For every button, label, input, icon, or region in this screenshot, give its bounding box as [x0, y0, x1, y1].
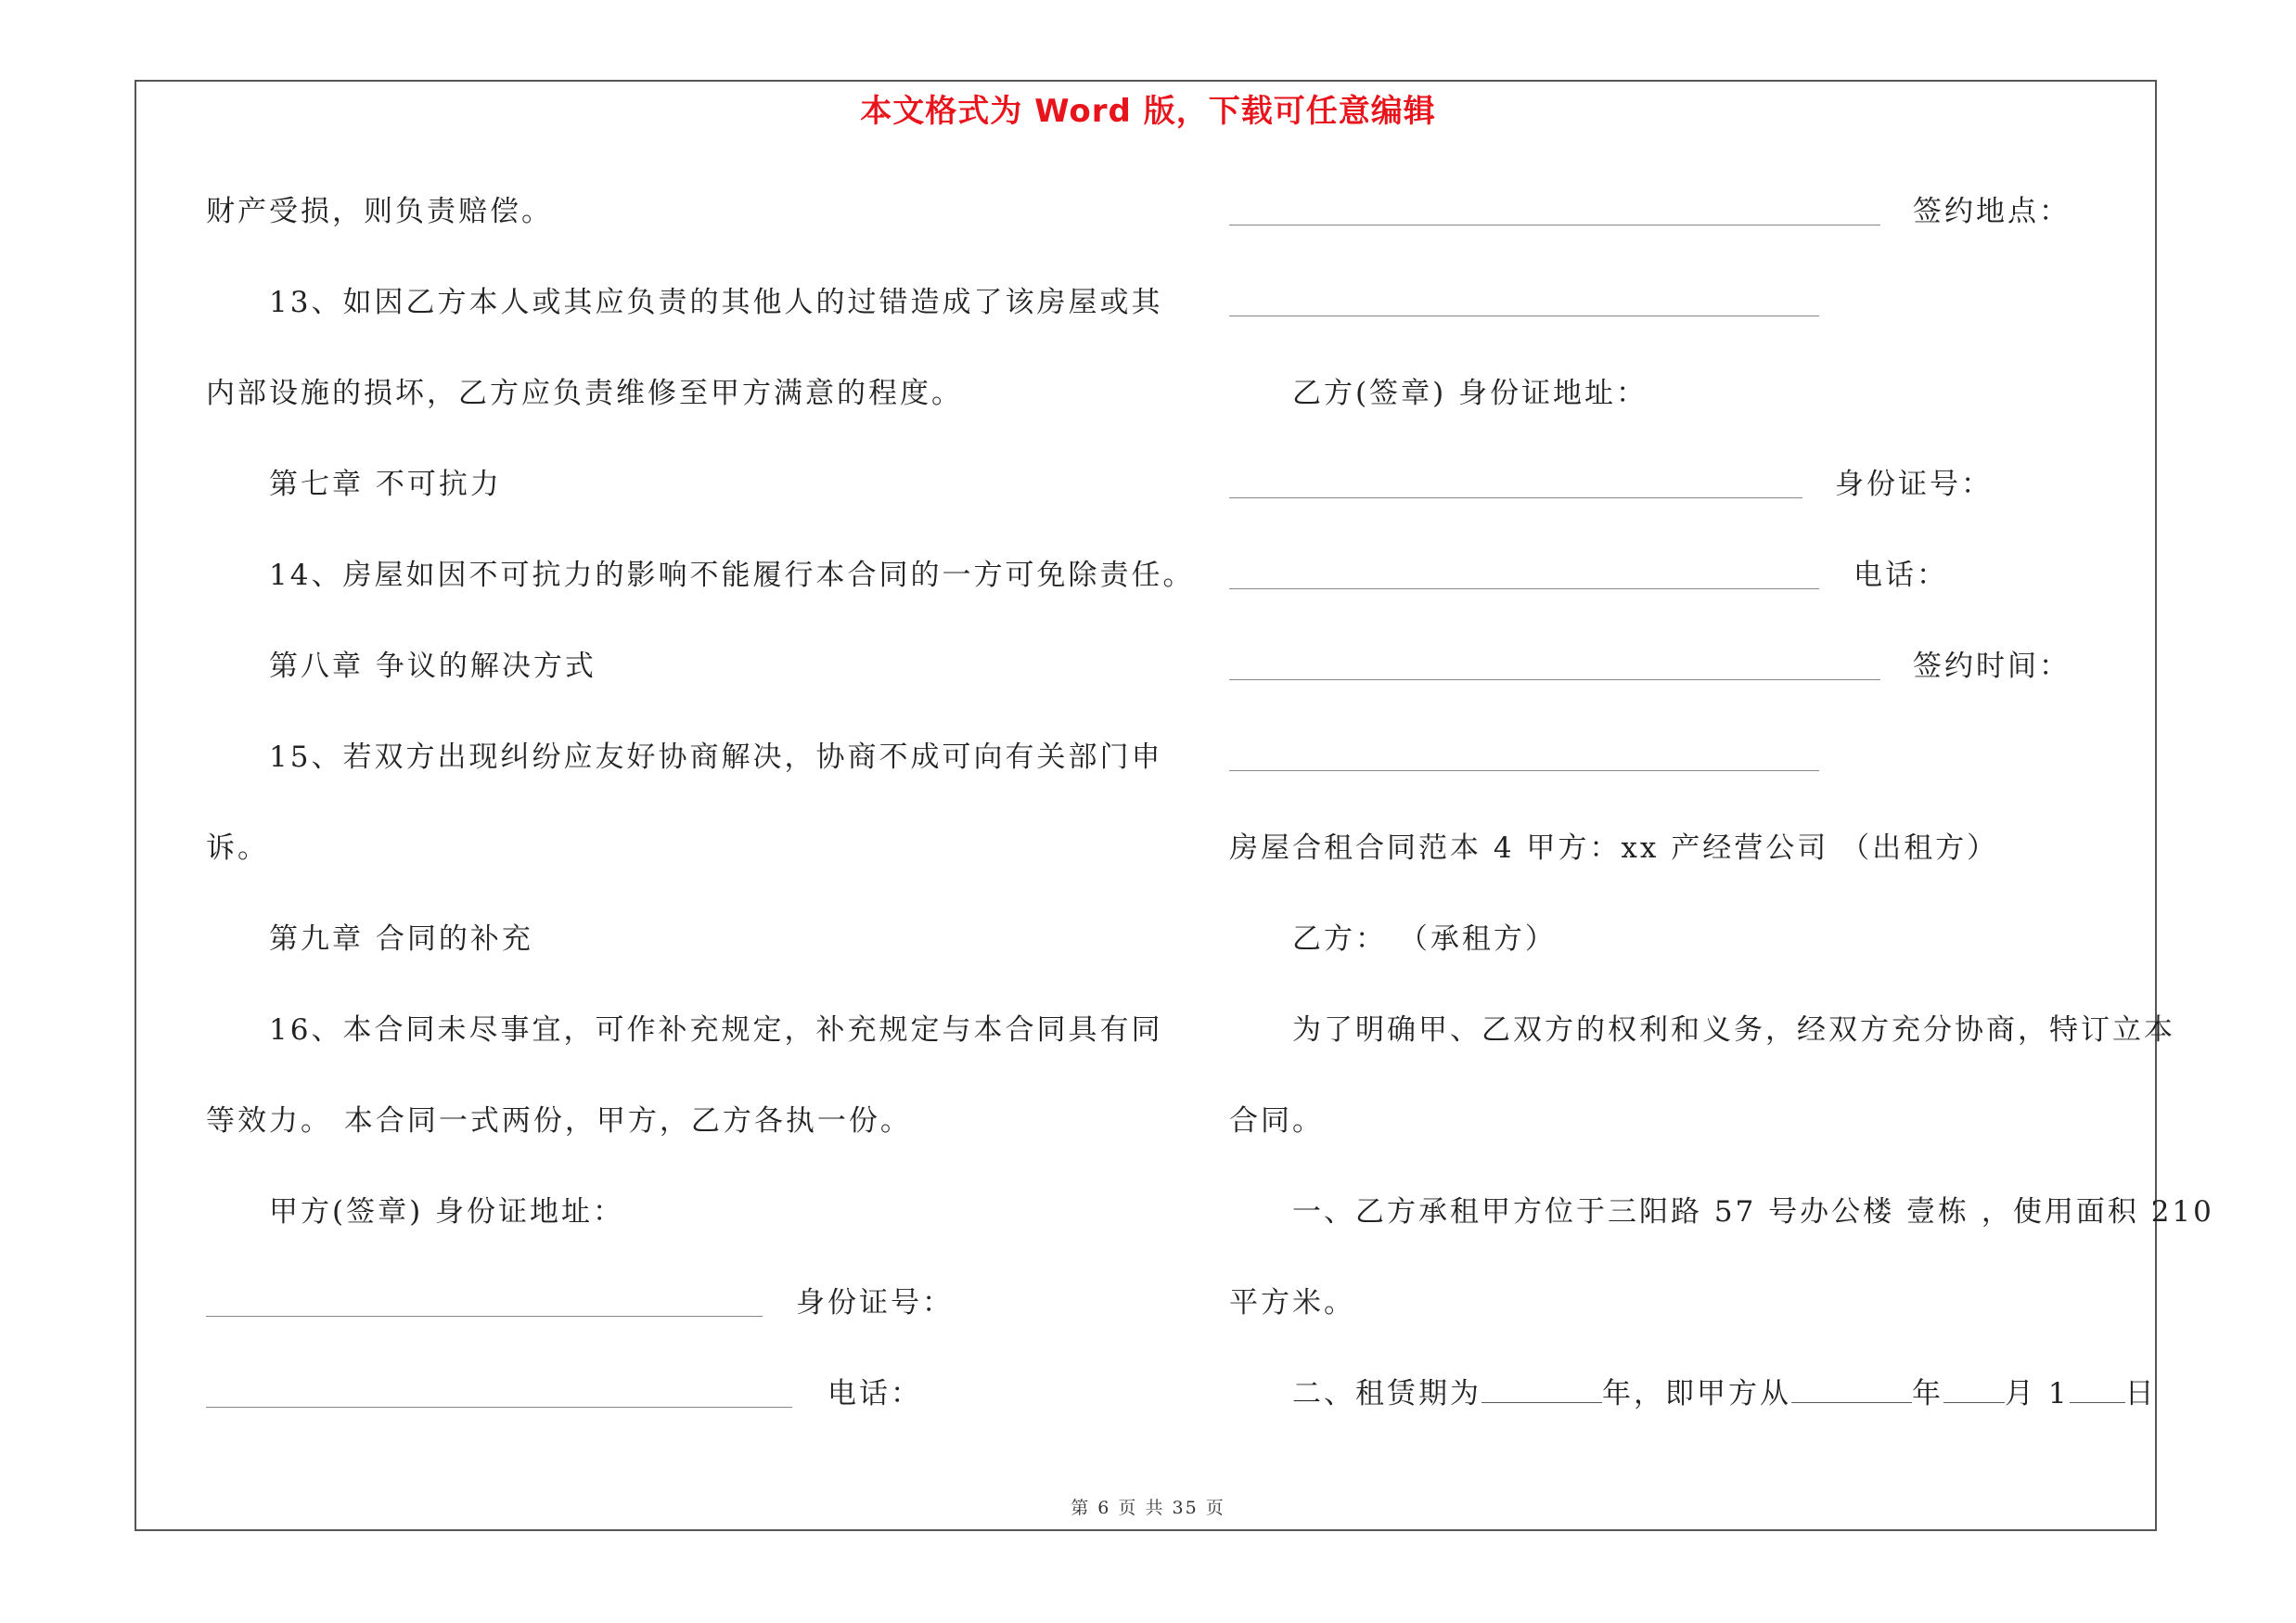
lease-term-line	[1292, 1375, 2157, 1412]
blank-year	[1791, 1376, 1912, 1403]
lease-term-text: 月 1	[2005, 1377, 2070, 1410]
chapter-heading: 第九章 合同的补充	[269, 922, 533, 956]
paragraph-line: 乙方： （承租方）	[1292, 922, 1557, 956]
paragraph-line: 财产受损，则负责赔偿。	[206, 195, 553, 228]
paragraph-line: 为了明确甲、乙双方的权利和义务，经双方充分协商，特订立本	[1292, 1013, 2175, 1047]
paragraph-line: 平方米。	[1229, 1286, 1355, 1320]
phone-label: 电话：	[827, 1377, 922, 1410]
signature-label: 甲方(签章) 身份证地址：	[269, 1195, 625, 1229]
paragraph-line: 14、房屋如因不可抗力的影响不能履行本合同的一方可免除责任。	[269, 559, 1195, 592]
chapter-heading: 第八章 争议的解决方式	[269, 650, 596, 683]
signing-place-label: 签约地点：	[1913, 195, 2071, 228]
paragraph-line: 合同。	[1229, 1104, 1324, 1138]
lease-term-text: 二、租赁期为	[1292, 1377, 1481, 1410]
paragraph-line: 一、乙方承租甲方位于三阳路 57 号办公楼 壹栋 ，使用面积 210	[1292, 1195, 2214, 1229]
contract-title-line: 房屋合租合同范本 4 甲方：xx 产经营公司 （出租方）	[1229, 831, 1999, 865]
paragraph-line: 等效力。 本合同一式两份，甲方，乙方各执一份。	[206, 1104, 912, 1138]
paragraph-line: 诉。	[206, 831, 269, 865]
blank-line	[1229, 497, 1802, 498]
page-number: 第 6 页 共 35 页	[1071, 1498, 1225, 1518]
id-number-label: 身份证号：	[796, 1286, 954, 1320]
chapter-heading: 第七章 不可抗力	[269, 468, 502, 501]
blank-line	[206, 1316, 763, 1317]
blank-line	[1229, 679, 1880, 680]
paragraph-line: 13、如因乙方本人或其应负责的其他人的过错造成了该房屋或其	[269, 286, 1163, 319]
blank-line	[1229, 588, 1819, 589]
paragraph-line: 内部设施的损坏，乙方应负责维修至甲方满意的程度。	[206, 377, 963, 410]
signature-label: 乙方(签章) 身份证地址：	[1292, 377, 1648, 410]
blank-years	[1481, 1376, 1602, 1403]
id-number-label: 身份证号：	[1835, 468, 1993, 501]
blank-month	[1943, 1376, 2005, 1403]
blank-day	[2070, 1376, 2125, 1403]
blank-line	[1229, 770, 1819, 771]
signing-time-label: 签约时间：	[1913, 650, 2071, 683]
paragraph-line: 15、若双方出现纠纷应友好协商解决，协商不成可向有关部门申	[269, 741, 1163, 774]
lease-term-text: 年，即甲方从	[1602, 1377, 1791, 1410]
paragraph-line: 16、本合同未尽事宜，可作补充规定，补充规定与本合同具有同	[269, 1013, 1163, 1047]
format-banner: 本文格式为 Word 版，下载可任意编辑	[860, 93, 1436, 130]
phone-label: 电话：	[1853, 559, 1948, 592]
blank-line	[206, 1407, 792, 1408]
lease-term-text: 日	[2124, 1377, 2157, 1410]
lease-term-text: 年	[1912, 1377, 1943, 1410]
